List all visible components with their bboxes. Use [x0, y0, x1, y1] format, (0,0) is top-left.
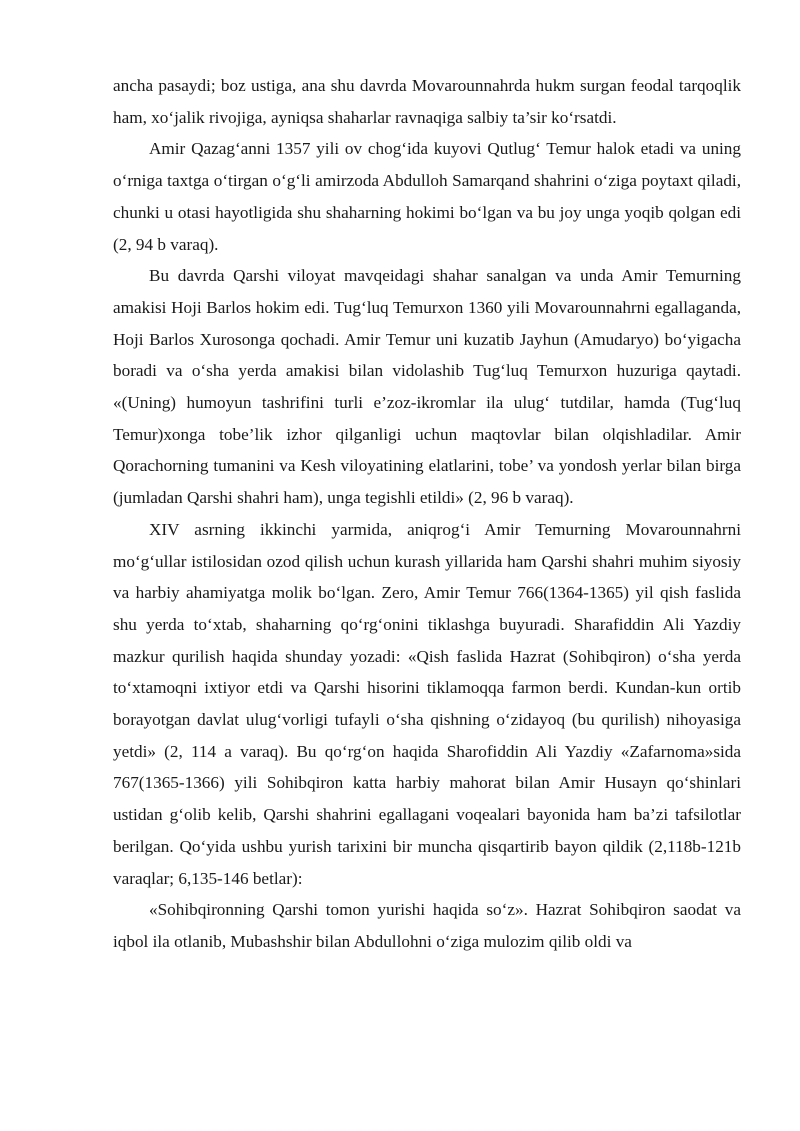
- document-page: [113, 70, 741, 958]
- paragraph-sohibqiron-march: «Sohibqironning Qarshi tomon yurishi haqida so‘z». Hazrat Sohibqiron saodat va iqbol ila otlanib, Mubashshir bilan Abdullohni o‘ziga mulozim qilib oldi va: [113, 900, 741, 951]
- paragraph-qazagan: Amir Qazag‘anni 1357 yili ov chog‘ida kuyovi Qutlug‘ Temur halok etadi va uning o‘rniga taxtga o‘tirgan o‘g‘li amirzoda Abdulloh Samarqand shahrini o‘ziga poytaxt qiladi, chunki u otasi hayotligida shu shaharning hokimi bo‘lgan va bu joy unga yoqib qolgan edi (2, 94 b varaq).: [113, 139, 741, 254]
- paragraph-qarshi-era: Bu davrda Qarshi viloyat mavqeidagi shahar sanalgan va unda Amir Temurning amakisi Hoji Barlos hokim edi. Tug‘luq Temurxon 1360 yili Movarounnahrni egallaganda, Hoji Barlos Xurosonga qochadi. Amir Temur uni kuzatib Jayhun (Amudaryo) bo‘yigacha boradi va o‘sha yerda amakisi bilan vidolashib Tug‘luq Temurxon huzuriga qaytadi. «(Uning) humoyun tashrifini turli e’zoz-ikromlar ila ulug‘ tutdilar, hamda (Tug‘luq Temur)xonga tobe’lik izhor qilganligi uchun maqtovlar bilan olqishladilar. Amir Qorachorning tumanini va Kesh viloyatining elatlarini, tobe’ va yondosh yerlar bilan birga (jumladan Qarshi shahri ham), unga tegishli etildi» (2, 96 b varaq).: [113, 266, 741, 508]
- paragraph-xiv-century: XIV asrning ikkinchi yarmida, aniqrog‘i Amir Temurning Movarounnahrni mo‘g‘ullar istilosidan ozod qilish uchun kurash yillarida ham Qarshi shahri muhim siyosiy va harbiy ahamiyatga molik bo‘lgan. Zero, Amir Temur 766(1364-1365) yil qish faslida shu yerda to‘xtab, shaharning qo‘rg‘onini tiklashga buyuradi. Sharafiddin Ali Yazdiy mazkur qurilish haqida shunday yozadi: «Qish faslida Hazrat (Sohibqiron) o‘sha yerda to‘xtamoqni ixtiyor etdi va Qarshi hisorini tiklamoqqa farmon berdi. Kundan-kun ortib borayotgan davlat ulug‘vorligi tufayli o‘sha qishning o‘zidayoq (bu qurilish) nihoyasiga yetdi» (2, 114 a varaq). Bu qo‘rg‘on haqida Sharofiddin Ali Yazdiy «Zafarnoma»sida 767(1365-1366) yili Sohibqiron katta harbiy mahorat bilan Amir Husayn qo‘shinlari ustidan g‘olib kelib, Qarshi shahrini egallagani voqealari bayonida ham ba’zi tafsilotlar berilgan. Qo‘yida ushbu yurish tarixini bir muncha qisqartirib bayon qildik (2,118b-121b varaqlar; 6,135-146 betlar):: [113, 519, 741, 888]
- paragraph-continuation: ancha pasaydi; boz ustiga, ana shu davrda Movarounnahrda hukm surgan feodal tarqoqlik ham, xo‘jalik rivojiga, ayniqsa shaharlar ravnaqiga salbiy ta’sir ko‘rsatdi.: [113, 76, 741, 127]
